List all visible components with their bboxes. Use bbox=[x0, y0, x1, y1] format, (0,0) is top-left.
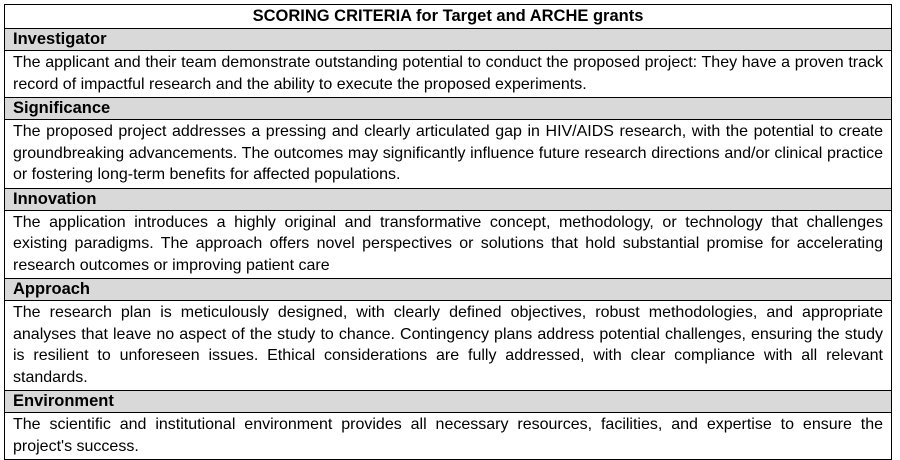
section-heading: Significance bbox=[5, 98, 891, 120]
section-description: The applicant and their team demonstrate outstanding potential to conduct the proposed project: They have a proven track record of impactful research and the ability to execute the proposed experiments. bbox=[5, 51, 891, 98]
section-description: The application introduces a highly original and transformative concept, methodology, or technology that challenges existing paradigms. The approach offers novel perspectives or solutions that hold substantial promise for accelerating research outcomes or improving patient care bbox=[5, 211, 891, 280]
section-heading: Innovation bbox=[5, 189, 891, 211]
section-innovation bbox=[5, 189, 891, 280]
section-description: The scientific and institutional environment provides all necessary resources, facilities, and expertise to ensure the project's success. bbox=[13, 416, 883, 455]
section-environment bbox=[5, 391, 891, 459]
section-description: The research plan is meticulously designed, with clearly defined objectives, robust methodologies, and appropriate analyses that leave no aspect of the study to chance. Contingency plans address potential challenges, ensuring the study is resilient to unforeseen issues. Ethical considerations are fully addressed, with clear compliance with all relevant standards. bbox=[5, 301, 891, 391]
section-description: The proposed project addresses a pressing and clearly articulated gap in HIV/AIDS research, with the potential to create groundbreaking advancements. The outcomes may significantly influence future research directions and/or clinical practice or fostering long-term benefits for affected populations. bbox=[5, 120, 891, 189]
section-significance bbox=[5, 98, 891, 189]
scoring-criteria-table bbox=[4, 4, 892, 460]
section-heading: Investigator bbox=[5, 29, 891, 51]
table-title: SCORING CRITERIA for Target and ARCHE grants bbox=[5, 5, 891, 29]
section-heading: Environment bbox=[5, 391, 891, 413]
section-investigator bbox=[5, 29, 891, 98]
section-heading: Approach bbox=[5, 279, 891, 301]
section-approach bbox=[5, 279, 891, 391]
